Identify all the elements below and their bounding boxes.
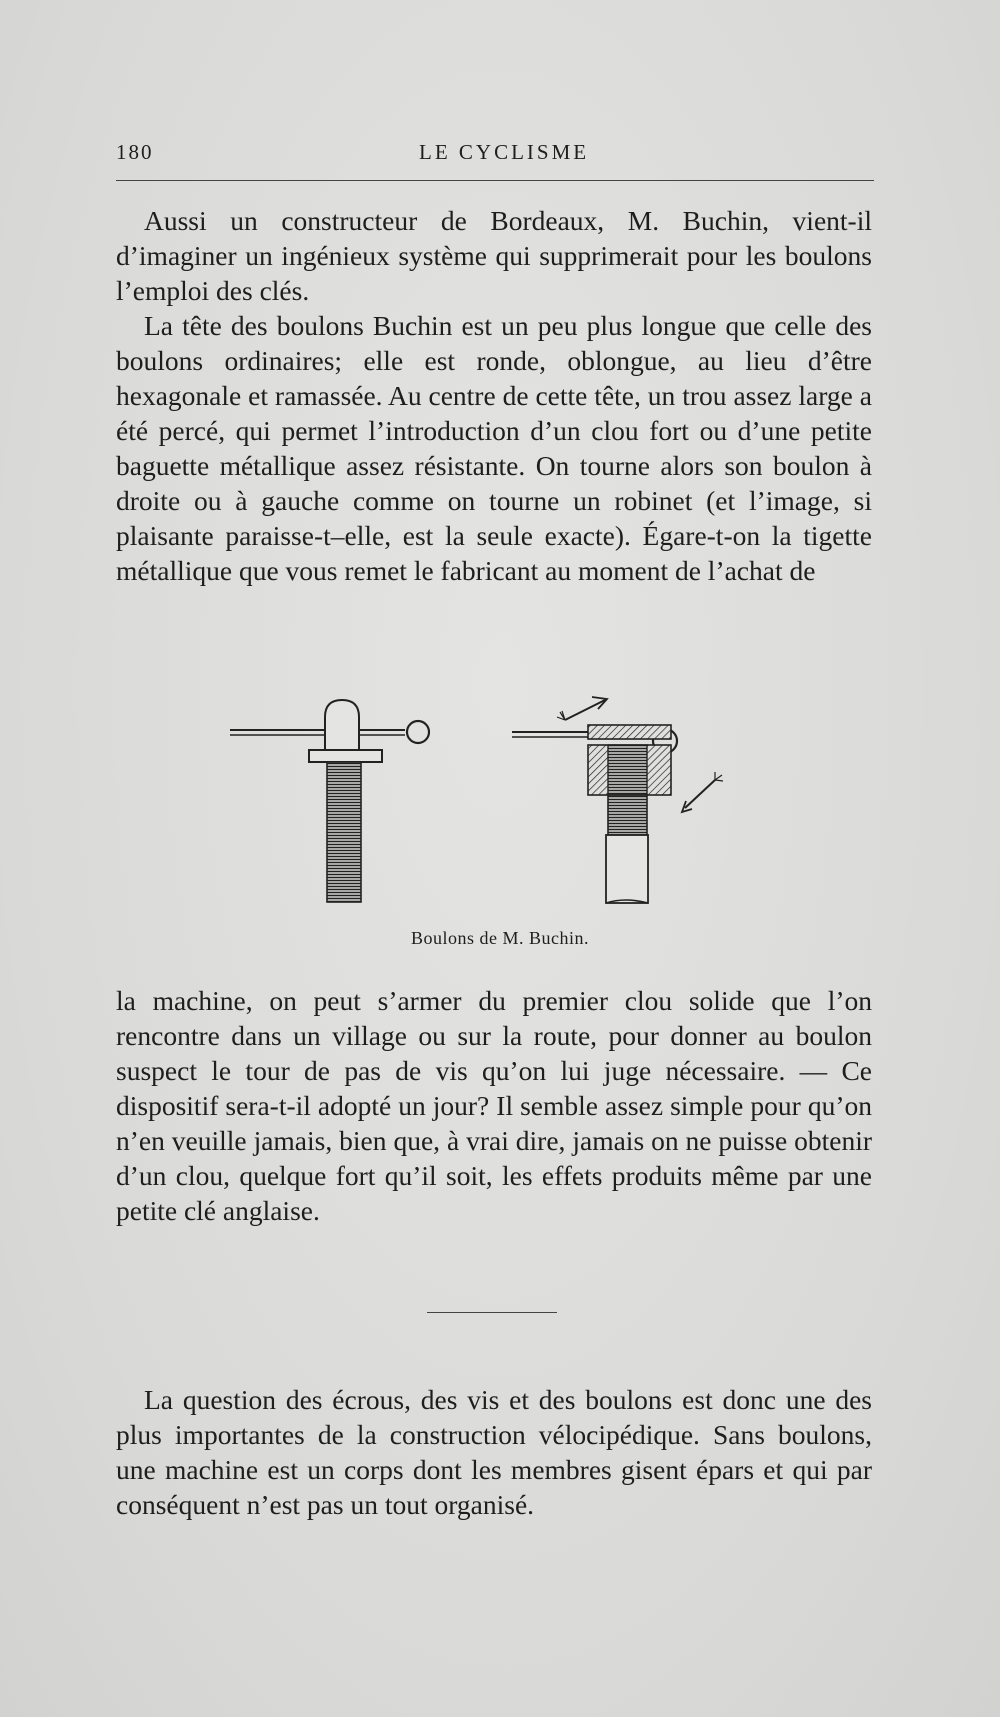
page-number: 180 (116, 140, 154, 164)
bolt-drawings (230, 675, 770, 915)
page-header (116, 140, 872, 170)
paragraph-3: la machine, on peut s’armer du premier clou solide que l’on rencontre dans un village ou sur la route, pour donner au boulon suspect le tour de pas de vis qu’on lui juge nécessaire. — Ce dispositif sera-t-il adopté un jour? Il semble assez simple pour qu’on n’en veuille jamais, bien que, à vrai dire, jamais on ne puisse obtenir d’un clou, quelque fort qu’il soit, les effets produits même par une petite clé anglaise. (116, 985, 872, 1226)
figure-caption: Boulons de M. Buchin. (410, 928, 589, 948)
section-separator (427, 1312, 557, 1313)
left-bolt (230, 700, 429, 902)
header-rule (116, 180, 874, 181)
rotation-arrow-top (565, 700, 605, 720)
paragraph-2: La tête des boulons Buchin est un peu plus longue que celle des boulons ordinaires; elle est ronde, oblongue, au lieu d’être hexagonale et ramassée. Au centre de cette tête, un trou assez large a été percé, qui permet l’introduction d’un clou fort ou d’une petite baguette métallique assez résistante. On tourne alors son boulon à droite ou à gauche comme on tourne un robinet (et l’image, si plaisante paraisse-t–elle, est la seule exacte). Égare-t-on la tigette métallique que vous remet le fabricant au moment de l’achat de (116, 310, 872, 586)
paragraph-1: Aussi un constructeur de Bordeaux, M. Buchin, vient-il d’imaginer un ingénieux système qui supprimerait pour les boulons l’emploi des clés. (116, 205, 872, 306)
paragraph-4: La question des écrous, des vis et des boulons est donc une des plus importantes de la construction vélocipédique. Sans boulons, une machine est un corps dont les membres gisent épars et qui par conséquent n’est pas un tout organisé. (116, 1384, 872, 1520)
right-bolt (512, 697, 723, 903)
running-title: LE CYCLISME (419, 140, 590, 164)
bolt-illustration (230, 675, 770, 915)
rotation-arrow-bottom (685, 780, 715, 808)
